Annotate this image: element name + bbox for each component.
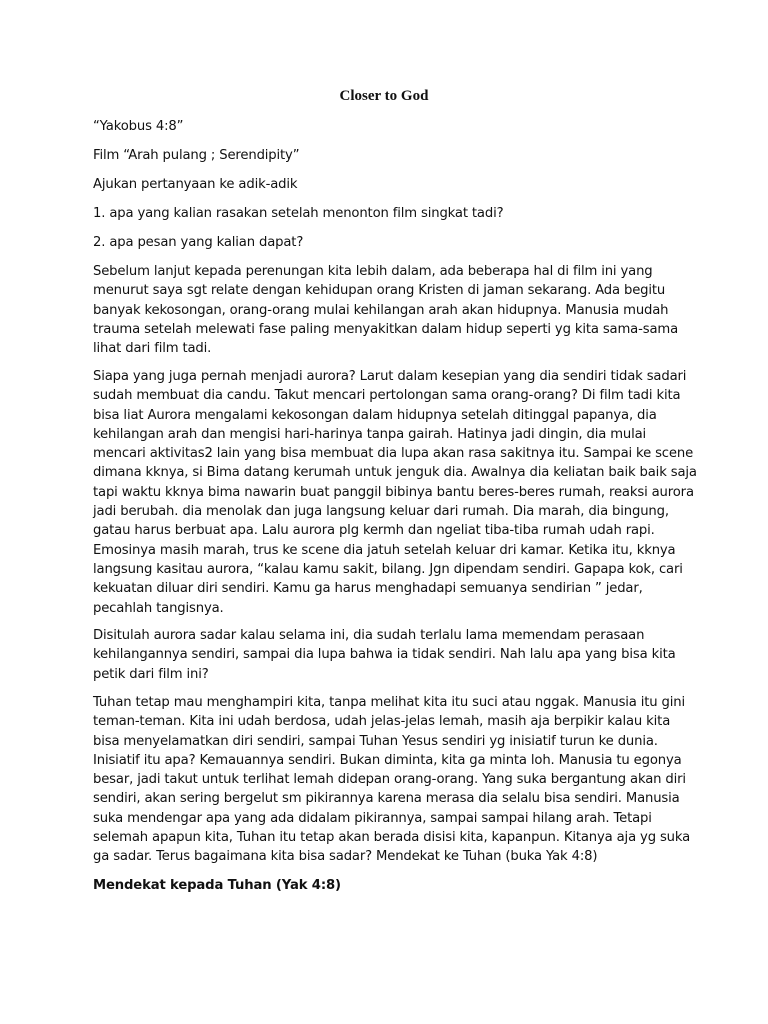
paragraph-line: sudah membuat dia candu. Takut mencari pertolongan sama orang-orang? Di film tadi kita: [93, 388, 681, 404]
paragraph-line: petik dari film ini?: [93, 666, 209, 682]
bible-verse: “Yakobus 4:8”: [93, 119, 184, 134]
paragraph-line: suka mendengar apa yang ada didalam pikirannya, sampai sampai hilang arah. Tetapi: [93, 810, 652, 826]
paragraph-line: lihat dari film tadi.: [93, 341, 212, 357]
paragraph-3: [93, 626, 683, 684]
paragraph-line: banyak kekosongan, orang-orang mulai kehilangan arah akan hidupnya. Manusia mudah: [93, 302, 669, 318]
paragraph-line: Siapa yang juga pernah menjadi aurora? Larut dalam kesepian yang dia sendiri tidak sadari: [93, 369, 687, 384]
paragraph-line: pecahlah tangisnya.: [93, 600, 224, 616]
paragraph-line: Tuhan tetap mau menghampiri kita, tanpa melihat kita itu suci atau nggak. Manusia itu gini: [93, 695, 686, 710]
paragraph-line: kehilangan arah dan mengisi hari-harinya tanpa gairah. Hatinya jadi dingin, dia mulai: [93, 426, 647, 442]
paragraph-4: [93, 693, 691, 867]
paragraph-line: ga sadar. Terus bagaimana kita bisa sadar? Mendekat ke Tuhan (buka Yak 4:8): [93, 849, 598, 865]
paragraph-line: jadi berubah. dia menolak dan juga langsung keluar dari rumah. Dia marah, dia bingung,: [93, 504, 669, 520]
paragraph-line: kehilangannya sendiri, sampai dia lupa bahwa ia tidak sendiri. Nah lalu apa yang bisa kita: [93, 647, 676, 663]
question-1: 1. apa yang kalian rasakan setelah menonton film singkat tadi?: [93, 206, 504, 221]
paragraph-line: Sebelum lanjut kepada perenungan kita lebih dalam, ada beberapa hal di film ini yang: [93, 264, 653, 279]
paragraph-line: selemah apapun kita, Tuhan itu tetap akan berada disisi kita, kapanpun. Kitanya aja yg suka: [93, 830, 691, 846]
section-heading: Mendekat kepada Tuhan (Yak 4:8): [93, 878, 341, 893]
paragraph-line: gatau harus berbuat apa. Lalu aurora plg kermh dan ngeliat tiba-tiba rumah udah rapi.: [93, 523, 655, 539]
paragraph-line: bisa menyelamatkan diri sendiri, sampai Tuhan Yesus sendiri yg inisiatif turun ke dunia.: [93, 733, 658, 749]
paragraph-line: tapi waktu kknya bima nawarin buat panggil bibinya bantu beres-beres rumah, reaksi aurora: [93, 484, 694, 500]
paragraph-line: mencari aktivitas2 lain yang bisa membuat dia lupa akan rasa sakitnya itu. Sampai ke scene: [93, 446, 694, 462]
document-title: Closer to God: [339, 88, 429, 104]
question-2: 2. apa pesan yang kalian dapat?: [93, 235, 304, 250]
paragraph-2: [93, 367, 697, 618]
paragraph-line: bisa liat Aurora mengalami kekosongan dalam hidupnya setelah ditinggal papanya, dia: [93, 407, 657, 423]
paragraph-line: menurut saya sgt relate dengan kehidupan orang Kristen di jaman sekarang. Ada begitu: [93, 283, 666, 299]
paragraph-line: Inisiatif itu apa? Kemauannya sendiri. Bukan diminta, kita ga minta loh. Manusia tu egonya: [93, 752, 682, 768]
paragraph-line: besar, jadi takut untuk terlihat lemah didepan orang-orang. Yang suka bergantung akan diri: [93, 772, 686, 788]
paragraph-line: Disitulah aurora sadar kalau selama ini, dia sudah terlalu lama memendam perasaan: [93, 628, 645, 643]
paragraph-line: Emosinya masih marah, trus ke scene dia jatuh setelah keluar dri kamar. Ketika itu, kknya: [93, 542, 676, 558]
paragraph-line: langsung kasitau aurora, “kalau kamu sakit, bilang. Jgn dipendam sendiri. Gapapa kok, cari: [93, 561, 683, 577]
paragraph-line: teman-teman. Kita ini udah berdosa, udah jelas-jelas lemah, masih aja berpikir kalau kita: [93, 714, 671, 730]
paragraph-1: [93, 262, 683, 358]
paragraph-line: kekuatan diluar diri sendiri. Kamu ga harus menghadapi semuanya sendirian ” jedar,: [93, 581, 643, 597]
paragraph-line: dimana kknya, si Bima datang kerumah untuk jenguk dia. Awalnya dia keliatan baik baik saja: [93, 465, 697, 481]
film-title: Film “Arah pulang ; Serendipity”: [93, 148, 300, 163]
paragraph-line: trauma setelah melewati fase paling menyakitkan dalam hidup seperti yg kita sama-sama: [93, 321, 679, 337]
question-prompt: Ajukan pertanyaan ke adik-adik: [93, 177, 298, 192]
paragraph-line: sendiri, akan sering bergelut sm pikirannya karena merasa dia selalu bisa sendiri. Manusia: [93, 791, 680, 807]
